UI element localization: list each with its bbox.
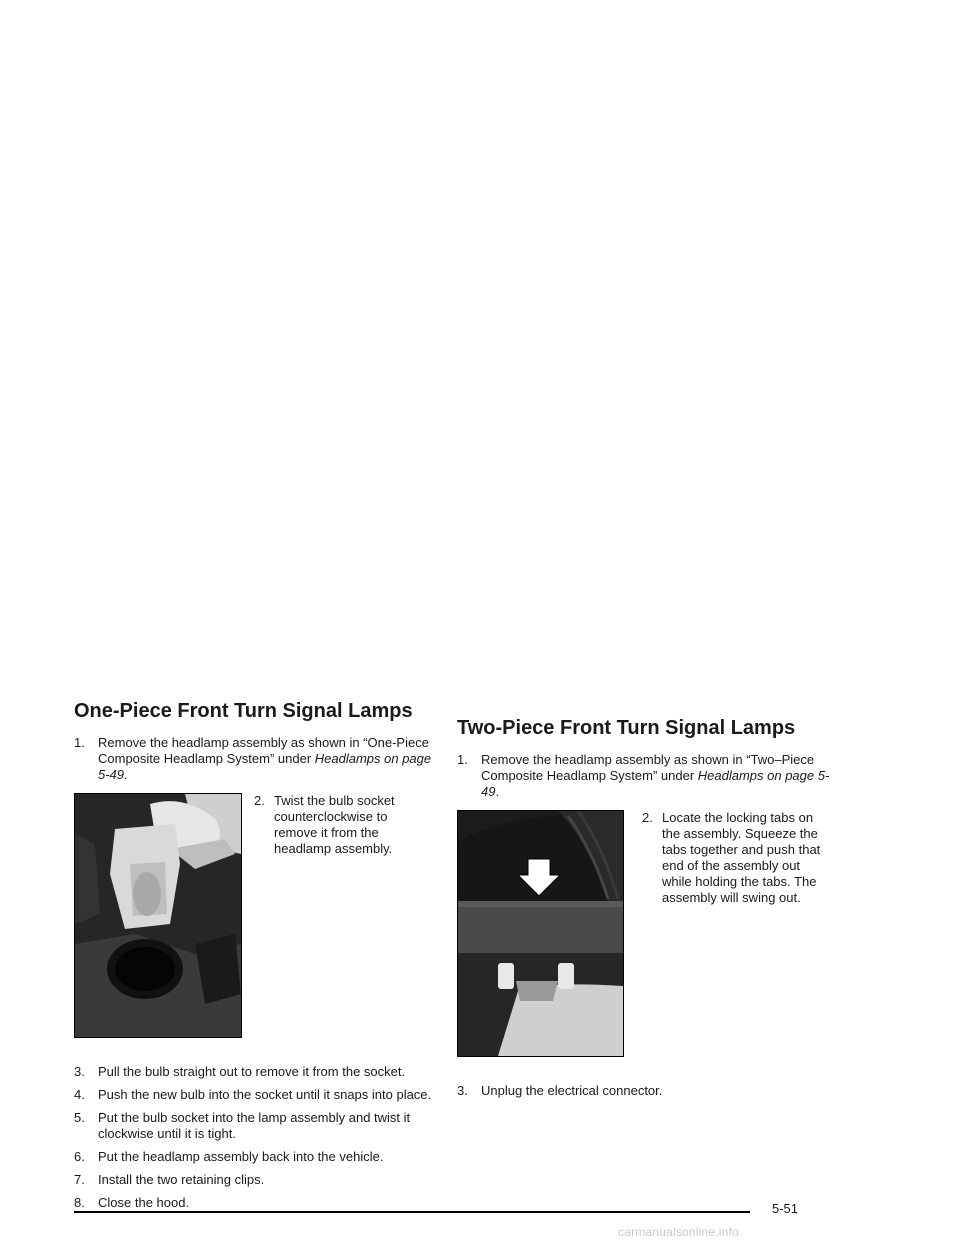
section-title-one-piece: One-Piece Front Turn Signal Lamps xyxy=(74,700,413,722)
footer-rule xyxy=(74,1211,750,1213)
step-2: 2. Twist the bulb socket counterclockwise to remove it from the headlamp assembly. xyxy=(254,793,395,856)
figure-row xyxy=(74,793,444,1036)
step-8: 8. Close the hood. xyxy=(74,1195,190,1210)
step-3: 3. Pull the bulb straight out to remove it from the socket. xyxy=(74,1064,406,1079)
step-4: 4. Push the new bulb into the socket until it snaps into place. xyxy=(74,1087,432,1102)
step-5: 5. Put the bulb socket into the lamp assembly and twist it clockwise until it is tight. xyxy=(74,1110,411,1141)
steps-list xyxy=(74,1064,444,1211)
watermark: carmanualsonline.info xyxy=(618,1225,739,1239)
steps-list xyxy=(457,1083,837,1099)
page-reference: Headlamps on page 5-49 xyxy=(98,751,432,782)
figure-row xyxy=(457,810,837,1053)
page-reference: Headlamps on page 5-49 xyxy=(481,768,830,799)
left-column xyxy=(74,700,444,1218)
step-7: 7. Install the two retaining clips. xyxy=(74,1172,265,1187)
right-column xyxy=(457,700,837,1106)
step-6: 6. Put the headlamp assembly back into the vehicle. xyxy=(74,1149,384,1164)
step-2: 2. Locate the locking tabs on the assembly. Squeeze the tabs together and push that end of the assembly out while holding the tabs. The assembly will swing out. xyxy=(642,810,821,905)
bulb-socket-photo xyxy=(74,793,242,1038)
locking-tabs-photo xyxy=(457,810,624,1057)
step-1: 1. Remove the headlamp assembly as shown in “One-Piece Composite Headlamp System” under Headlamps on page 5-49. xyxy=(74,735,432,782)
page-number: 5-51 xyxy=(772,1201,799,1216)
section-title-two-piece: Two-Piece Front Turn Signal Lamps xyxy=(457,717,796,739)
step-3: 3. Unplug the electrical connector. xyxy=(457,1083,663,1098)
step-1: 1. Remove the headlamp assembly as shown in “Two–Piece Composite Headlamp System” under Headlamps on page 5-49. xyxy=(457,752,830,799)
